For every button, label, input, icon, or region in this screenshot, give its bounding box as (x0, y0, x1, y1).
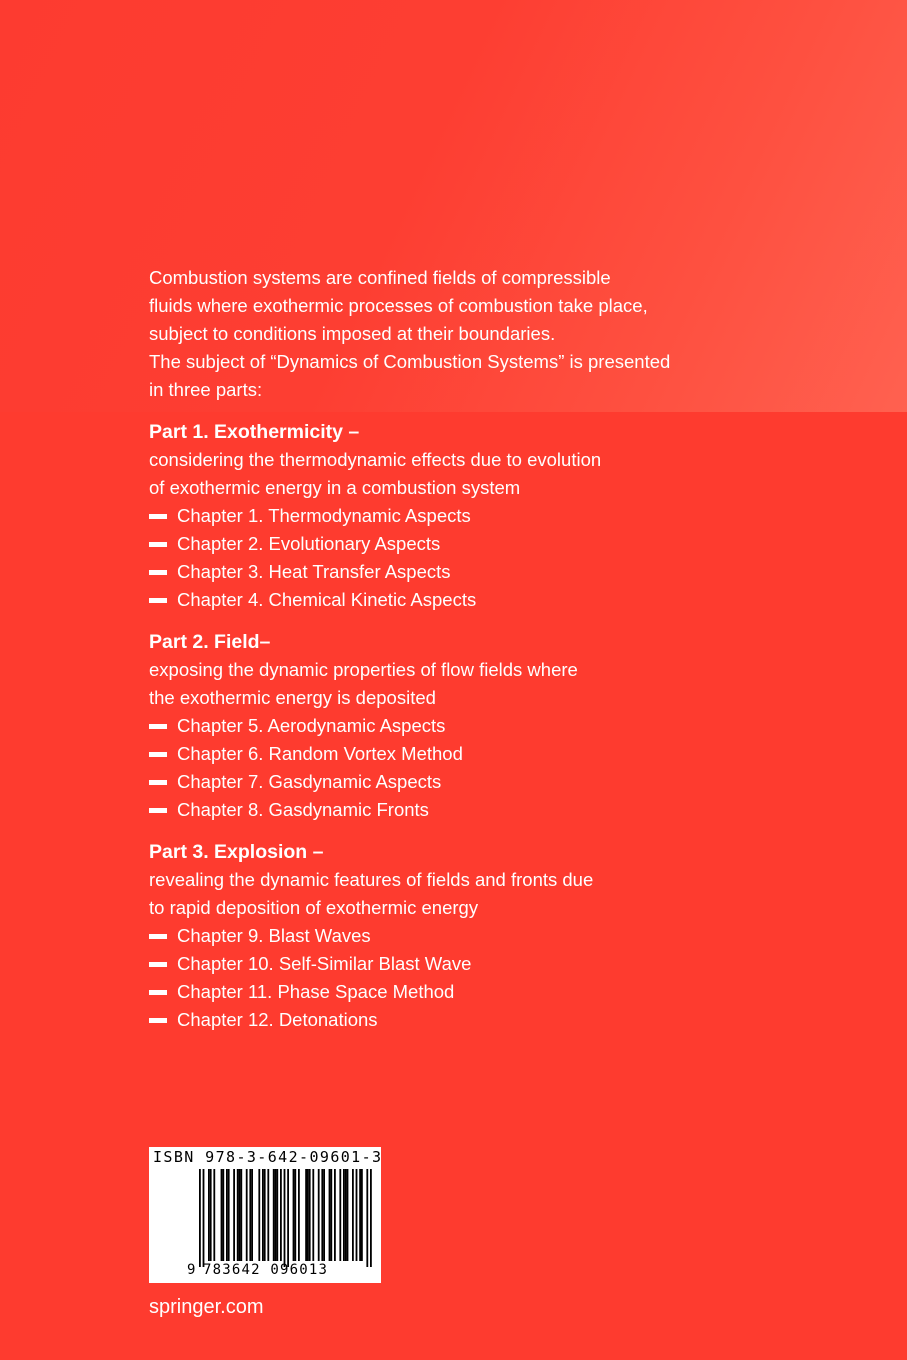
intro-line: in three parts: (149, 379, 263, 400)
dash-bullet-icon (149, 780, 167, 785)
part-2 (149, 628, 749, 824)
barcode-bar (203, 1169, 205, 1267)
barcode-bar (305, 1169, 307, 1261)
barcode-bar (307, 1169, 309, 1261)
chapter-list (149, 502, 749, 614)
chapter-item (149, 796, 749, 824)
barcode-bar (287, 1169, 289, 1267)
barcode-bar (343, 1169, 345, 1261)
chapter-label: Chapter 9. Blast Waves (177, 925, 371, 946)
chapter-label: Chapter 8. Gasdynamic Fronts (177, 799, 429, 820)
part-desc-line: of exothermic energy in a combustion system (149, 477, 521, 498)
part-desc-line: considering the thermodynamic effects due to evolution (149, 449, 602, 470)
barcode-bar (199, 1169, 201, 1267)
dash-bullet-icon (149, 514, 167, 519)
part-1 (149, 418, 749, 614)
ean-digits: 783642 096013 (203, 1262, 329, 1278)
part-desc-line: the exothermic energy is deposited (149, 687, 436, 708)
dash-bullet-icon (149, 542, 167, 547)
chapter-label: Chapter 2. Evolutionary Aspects (177, 533, 441, 554)
barcode-bar (213, 1169, 215, 1261)
barcode-bar (237, 1169, 239, 1261)
barcode-bar (323, 1169, 325, 1261)
barcode-bar (361, 1169, 363, 1261)
barcode-bar (221, 1169, 223, 1261)
barcode-bar (267, 1169, 269, 1261)
chapter-list (149, 712, 749, 824)
chapter-item (149, 978, 749, 1006)
barcode-bar (359, 1169, 361, 1261)
barcode-bar (275, 1169, 277, 1261)
dash-bullet-icon (149, 934, 167, 939)
part-desc-line: to rapid deposition of exothermic energy (149, 897, 479, 918)
chapter-item (149, 950, 749, 978)
back-cover-text (149, 264, 749, 1034)
chapter-list (149, 922, 749, 1034)
part-3 (149, 838, 749, 1034)
barcode-bar (352, 1169, 354, 1261)
dash-bullet-icon (149, 724, 167, 729)
barcode-bar (226, 1169, 228, 1261)
barcode-bar (356, 1169, 358, 1261)
dash-bullet-icon (149, 752, 167, 757)
chapter-label: Chapter 4. Chemical Kinetic Aspects (177, 589, 477, 610)
barcode-bar (370, 1169, 372, 1267)
barcode-bar (262, 1169, 264, 1261)
barcode-bar (312, 1169, 314, 1261)
intro-line: The subject of “Dynamics of Combustion Systems” is presented (149, 351, 671, 372)
barcode-bar (258, 1169, 260, 1261)
chapter-label: Chapter 7. Gasdynamic Aspects (177, 771, 442, 792)
barcode-bar (329, 1169, 331, 1261)
barcode-bar (210, 1169, 212, 1261)
barcode-bar (246, 1169, 248, 1261)
isbn-label: ISBN 978-3-642-09601-3 (153, 1148, 383, 1166)
chapter-label: Chapter 5. Aerodynamic Aspects (177, 715, 446, 736)
barcode-bar (330, 1169, 332, 1261)
chapter-item (149, 558, 749, 586)
barcode-bar (284, 1169, 286, 1267)
isbn-barcode (149, 1147, 381, 1283)
part-title: Part 3. Explosion – (149, 841, 324, 863)
chapter-item (149, 1006, 749, 1034)
part-desc-line: exposing the dynamic properties of flow fields where (149, 659, 578, 680)
barcode-bar (208, 1169, 210, 1261)
barcode-bar (334, 1169, 336, 1261)
dash-bullet-icon (149, 570, 167, 575)
barcode-bar (339, 1169, 341, 1261)
dash-bullet-icon (149, 1018, 167, 1023)
part-title: Part 2. Field– (149, 631, 271, 653)
chapter-label: Chapter 3. Heat Transfer Aspects (177, 561, 451, 582)
chapter-item (149, 586, 749, 614)
ean-first-digit: 9 (187, 1262, 196, 1278)
barcode-bar (298, 1169, 300, 1261)
intro-line: subject to conditions imposed at their boundaries. (149, 323, 556, 344)
chapter-label: Chapter 6. Random Vortex Method (177, 743, 463, 764)
chapter-item (149, 922, 749, 950)
chapter-item (149, 502, 749, 530)
chapter-label: Chapter 1. Thermodynamic Aspects (177, 505, 471, 526)
barcode-bar (228, 1169, 230, 1261)
dash-bullet-icon (149, 808, 167, 813)
barcode-bar (293, 1169, 295, 1261)
barcode-bar (273, 1169, 275, 1261)
barcode-bar (251, 1169, 253, 1261)
barcode-bar (347, 1169, 349, 1261)
barcode-bar (239, 1169, 241, 1261)
barcode-bar (233, 1169, 235, 1261)
chapter-item (149, 768, 749, 796)
barcode-bar (366, 1169, 368, 1267)
chapter-item (149, 712, 749, 740)
barcode-bar (280, 1169, 282, 1261)
intro-paragraph (149, 264, 749, 404)
part-title: Part 1. Exothermicity – (149, 421, 360, 443)
intro-line: Combustion systems are confined fields of compressible (149, 267, 611, 288)
barcode-bar (318, 1169, 320, 1261)
dash-bullet-icon (149, 990, 167, 995)
chapter-item (149, 530, 749, 558)
barcode-bar (264, 1169, 266, 1261)
dash-bullet-icon (149, 598, 167, 603)
barcode-bar (294, 1169, 296, 1261)
publisher-website: springer.com (149, 1296, 264, 1318)
part-desc-line: revealing the dynamic features of fields and fronts due (149, 869, 594, 890)
barcode-bar (309, 1169, 311, 1261)
intro-line: fluids where exothermic processes of combustion take place, (149, 295, 648, 316)
chapter-item (149, 740, 749, 768)
chapter-label: Chapter 10. Self-Similar Blast Wave (177, 953, 472, 974)
barcode-bar (240, 1169, 242, 1261)
barcode-bar (222, 1169, 224, 1261)
barcode-bar (321, 1169, 323, 1261)
chapter-label: Chapter 12. Detonations (177, 1009, 378, 1030)
chapter-label: Chapter 11. Phase Space Method (177, 981, 455, 1002)
barcode-bar (249, 1169, 251, 1261)
dash-bullet-icon (149, 962, 167, 967)
barcode-bar (276, 1169, 278, 1261)
barcode-bar (345, 1169, 347, 1261)
